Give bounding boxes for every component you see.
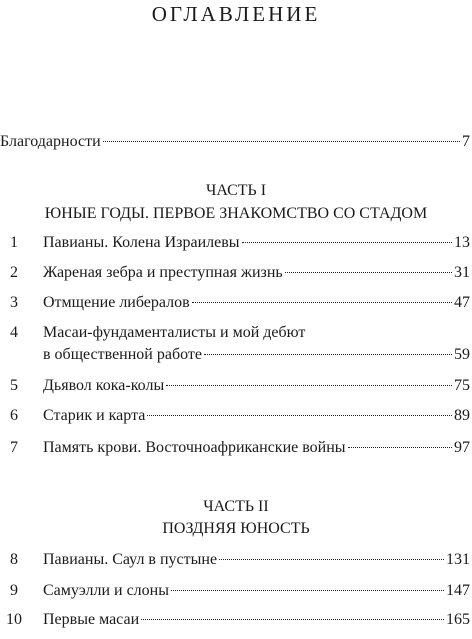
dot-leader (285, 272, 452, 273)
toc-entry-3[interactable] (0, 292, 470, 314)
dot-leader (192, 302, 452, 303)
dot-leader (166, 385, 452, 386)
dot-leader (204, 354, 452, 355)
toc-entry-acknowledgements[interactable] (0, 131, 470, 153)
dot-leader (242, 242, 452, 243)
toc-entry-6[interactable] (0, 405, 470, 427)
entry-page-number: 47 (454, 294, 470, 311)
entry-number: 2 (10, 264, 18, 281)
entry-page-number: 31 (454, 264, 470, 281)
part-2-label: ЧАСТЬ II (203, 498, 269, 515)
entry-text: Старик и карта (43, 407, 146, 424)
entry-number: 10 (6, 611, 22, 628)
page-title: ОГЛАВЛЕНИЕ (151, 2, 321, 26)
entry-text: в общественной работе (43, 346, 202, 363)
toc-entry-1[interactable] (0, 232, 470, 254)
entry-number: 4 (10, 324, 18, 341)
entry-page-number: 147 (446, 582, 470, 599)
entry-text: Павианы. Колена Израилевы (43, 234, 240, 251)
toc-entry-7[interactable] (0, 437, 470, 459)
entry-text: Масаи-фундаменталисты и мой дебют (43, 324, 306, 341)
entry-number: 1 (10, 234, 18, 251)
entry-page-number: 165 (446, 611, 470, 628)
entry-page-number: 59 (454, 346, 470, 363)
dot-leader (348, 447, 452, 448)
dot-leader (219, 559, 444, 560)
entry-number: 3 (10, 294, 18, 311)
part-2-subtitle: ПОЗДНЯЯ ЮНОСТЬ (162, 520, 310, 537)
entry-text: Отмщение либералов (43, 294, 190, 311)
entry-text: Дьявол кока-колы (43, 377, 165, 394)
dot-leader (171, 590, 444, 591)
entry-number: 7 (10, 439, 18, 456)
entry-text: Павианы. Саул в пустыне (43, 551, 218, 568)
entry-number: 5 (10, 377, 18, 394)
entry-text: Память крови. Восточноафриканские войны (43, 439, 346, 456)
dot-leader (103, 141, 460, 142)
entry-text: Первые масаи (43, 611, 140, 628)
entry-page-number: 75 (454, 377, 470, 394)
toc-entry-5[interactable] (0, 375, 470, 397)
entry-text: Жареная зебра и преступная жизнь (43, 264, 283, 281)
entry-text: Самуэлли и слоны (43, 582, 169, 599)
toc-entry-10[interactable] (0, 609, 470, 631)
entry-number: 6 (10, 407, 18, 424)
part-1-label: ЧАСТЬ I (205, 182, 267, 199)
entry-page-number: 7 (462, 133, 470, 150)
entry-page-number: 89 (454, 407, 470, 424)
entry-number: 9 (10, 582, 18, 599)
entry-page-number: 97 (454, 439, 470, 456)
entry-page-number: 13 (454, 234, 470, 251)
entry-text: Благодарности (0, 133, 101, 150)
toc-entry-2[interactable] (0, 262, 470, 284)
toc-entry-4-line2[interactable] (0, 344, 470, 366)
toc-entry-9[interactable] (0, 580, 470, 602)
entry-number: 8 (10, 551, 18, 568)
toc-entry-4-line1[interactable] (0, 322, 470, 344)
toc-entry-8[interactable] (0, 549, 470, 571)
dot-leader (141, 619, 444, 620)
entry-page-number: 131 (446, 551, 470, 568)
dot-leader (147, 415, 452, 416)
part-1-subtitle: ЮНЫЕ ГОДЫ. ПЕРВОЕ ЗНАКОМСТВО СО СТАДОМ (44, 205, 428, 222)
